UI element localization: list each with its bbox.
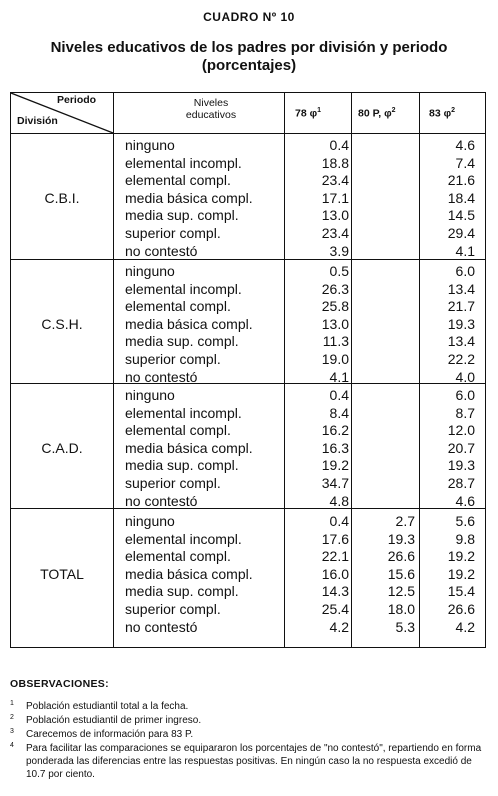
nivel-label: no contestó [125, 368, 198, 385]
value-83: 8.7 [455, 404, 475, 421]
value-80 [355, 422, 415, 438]
value-83: 5.6 [455, 513, 475, 529]
nivel-label: ninguno [125, 387, 175, 403]
nivel-label: media básica compl. [125, 315, 253, 332]
nivel-label: no contestó [125, 492, 198, 509]
footnote-number: 1 [10, 700, 14, 707]
header-divider [11, 133, 485, 134]
value-83: 14.5 [447, 207, 475, 224]
nivel-label: elemental compl. [125, 548, 231, 565]
nivel-label: superior compl. [125, 601, 221, 617]
nivel-label: elemental compl. [125, 172, 231, 189]
header-83: 83 $\varphi^2$ [429, 107, 456, 120]
value-83: 26.6 [447, 601, 475, 617]
value-80 [355, 298, 415, 314]
value-80 [355, 281, 415, 297]
division-label: C.S.H. [41, 315, 83, 332]
header-niveles-line2: educativos [185, 109, 237, 121]
value-80 [355, 405, 415, 421]
footnote-number: 4 [10, 742, 14, 749]
nivel-label: no contestó [125, 618, 198, 635]
value-80: 15.6 [387, 565, 415, 582]
value-78: 13.0 [321, 207, 349, 224]
value-80: 12.5 [387, 583, 415, 600]
value-78: 17.1 [321, 189, 349, 206]
value-78: 13.0 [321, 315, 349, 332]
value-83: 4.6 [455, 492, 475, 509]
value-83: 19.2 [447, 548, 475, 565]
value-80 [355, 263, 415, 279]
value-78: 4.2 [329, 618, 349, 635]
footnote-text: Para facilitar las comparaciones se equipararon los porcentajes de "no contestó", repartiendo en forma ponderada las diferencias entre las respuestas positivas. En ningún caso la no respuesta excedió de 10.7 por ciento. [26, 743, 482, 780]
value-78: 23.4 [321, 172, 349, 189]
title-line-2: (porcentajes) [201, 57, 297, 74]
value-78: 0.4 [329, 387, 349, 403]
value-83: 6.0 [455, 263, 475, 279]
value-83: 6.0 [455, 387, 475, 403]
value-83: 4.2 [455, 618, 475, 635]
value-80 [355, 351, 415, 367]
value-78: 16.2 [321, 422, 349, 439]
value-78: 0.4 [329, 137, 349, 153]
nivel-label: media sup. compl. [125, 333, 239, 350]
nivel-label: elemental incompl. [125, 404, 242, 421]
value-80: 5.3 [395, 618, 415, 635]
footnote-text: Carecemos de información para 83 P. [26, 729, 194, 740]
header-periodo: Periodo [57, 94, 97, 106]
value-80 [355, 172, 415, 188]
value-83: 13.4 [447, 333, 475, 350]
value-80: 19.3 [387, 530, 415, 547]
value-80 [355, 475, 415, 491]
group-divider [11, 259, 485, 260]
value-80: 18.0 [387, 601, 415, 617]
value-80 [355, 155, 415, 171]
value-78: 34.7 [321, 475, 349, 491]
nivel-label: media sup. compl. [125, 207, 239, 224]
nivel-label: elemental compl. [125, 422, 231, 439]
value-78: 19.2 [321, 457, 349, 474]
column-divider [419, 93, 420, 647]
column-divider [113, 93, 114, 647]
value-83: 21.7 [447, 298, 475, 315]
nivel-label: ninguno [125, 263, 175, 279]
value-83: 9.8 [455, 530, 475, 547]
nivel-label: superior compl. [125, 225, 221, 241]
value-78: 17.6 [321, 530, 349, 547]
nivel-label: media básica compl. [125, 565, 253, 582]
division-label: C.B.I. [44, 189, 80, 206]
value-83: 4.6 [455, 137, 475, 153]
nivel-label: elemental incompl. [125, 280, 242, 297]
value-80 [355, 243, 415, 259]
value-78: 25.8 [321, 298, 349, 315]
value-78: 25.4 [321, 601, 349, 617]
value-78: 14.3 [321, 583, 349, 600]
nivel-label: elemental compl. [125, 298, 231, 315]
value-83: 4.0 [455, 368, 475, 385]
value-80 [355, 333, 415, 349]
value-78: 4.1 [329, 368, 349, 385]
header-niveles [161, 97, 261, 121]
value-80 [355, 457, 415, 473]
value-78: 8.4 [329, 404, 349, 421]
value-78: 18.8 [321, 154, 349, 171]
header-division: División [17, 115, 58, 127]
value-78: 0.4 [329, 513, 349, 529]
value-80: 2.7 [395, 513, 415, 529]
value-80 [355, 493, 415, 509]
value-78: 23.4 [321, 225, 349, 241]
value-80 [355, 440, 415, 456]
value-83: 22.2 [447, 351, 475, 367]
value-78: 19.0 [321, 351, 349, 367]
table-number: CUADRO Nº 10 [203, 10, 295, 24]
header-78: 78 $\varphi^1$ [295, 107, 322, 120]
value-78: 16.3 [321, 439, 349, 456]
data-table [10, 92, 486, 648]
value-80 [355, 137, 415, 153]
observaciones-title: OBSERVACIONES: [10, 678, 109, 690]
value-83: 29.4 [447, 225, 475, 241]
value-78: 22.1 [321, 548, 349, 565]
nivel-label: media básica compl. [125, 439, 253, 456]
value-78: 11.3 [322, 333, 349, 350]
header-niveles-line1: Niveles [193, 97, 229, 109]
value-83: 28.7 [447, 475, 475, 491]
nivel-label: media básica compl. [125, 189, 253, 206]
nivel-label: superior compl. [125, 475, 221, 491]
footnote-text: Población estudiantil de primer ingreso. [26, 715, 202, 726]
value-80 [355, 225, 415, 241]
footnote-text: Población estudiantil total a la fecha. [26, 701, 189, 712]
nivel-label: elemental incompl. [125, 530, 242, 547]
value-80 [355, 387, 415, 403]
footnote-number: 3 [10, 728, 14, 735]
nivel-label: elemental incompl. [125, 154, 242, 171]
value-80 [355, 369, 415, 385]
value-83: 18.4 [447, 189, 475, 206]
value-78: 26.3 [321, 280, 349, 297]
column-divider [351, 93, 352, 647]
value-78: 4.8 [329, 492, 349, 509]
nivel-label: superior compl. [125, 351, 221, 367]
value-83: 15.4 [447, 583, 475, 600]
value-83: 19.2 [447, 565, 475, 582]
footnote-number: 2 [10, 714, 14, 721]
page-title [0, 39, 498, 75]
nivel-label: ninguno [125, 137, 175, 153]
value-83: 7.4 [455, 154, 475, 171]
value-83: 12.0 [447, 422, 475, 439]
title-line-1: Niveles educativos de los padres por división y periodo [50, 39, 448, 56]
value-80: 26.6 [387, 548, 415, 565]
nivel-label: media sup. compl. [125, 457, 239, 474]
nivel-label: no contestó [125, 242, 198, 259]
value-83: 19.3 [447, 315, 475, 332]
value-83: 21.6 [447, 172, 475, 189]
value-83: 13.4 [447, 280, 475, 297]
division-label: TOTAL [40, 565, 84, 582]
value-78: 0.5 [329, 263, 349, 279]
value-83: 20.7 [447, 439, 475, 456]
value-80 [355, 316, 415, 332]
value-83: 19.3 [447, 457, 475, 474]
nivel-label: media sup. compl. [125, 583, 239, 600]
header-80: 80 P, $\varphi^2$ [358, 107, 396, 120]
value-78: 3.9 [329, 242, 349, 259]
division-label: C.A.D. [41, 439, 83, 456]
value-80 [355, 190, 415, 206]
value-78: 16.0 [321, 565, 349, 582]
nivel-label: ninguno [125, 513, 175, 529]
value-83: 4.1 [455, 242, 475, 259]
value-80 [355, 207, 415, 223]
